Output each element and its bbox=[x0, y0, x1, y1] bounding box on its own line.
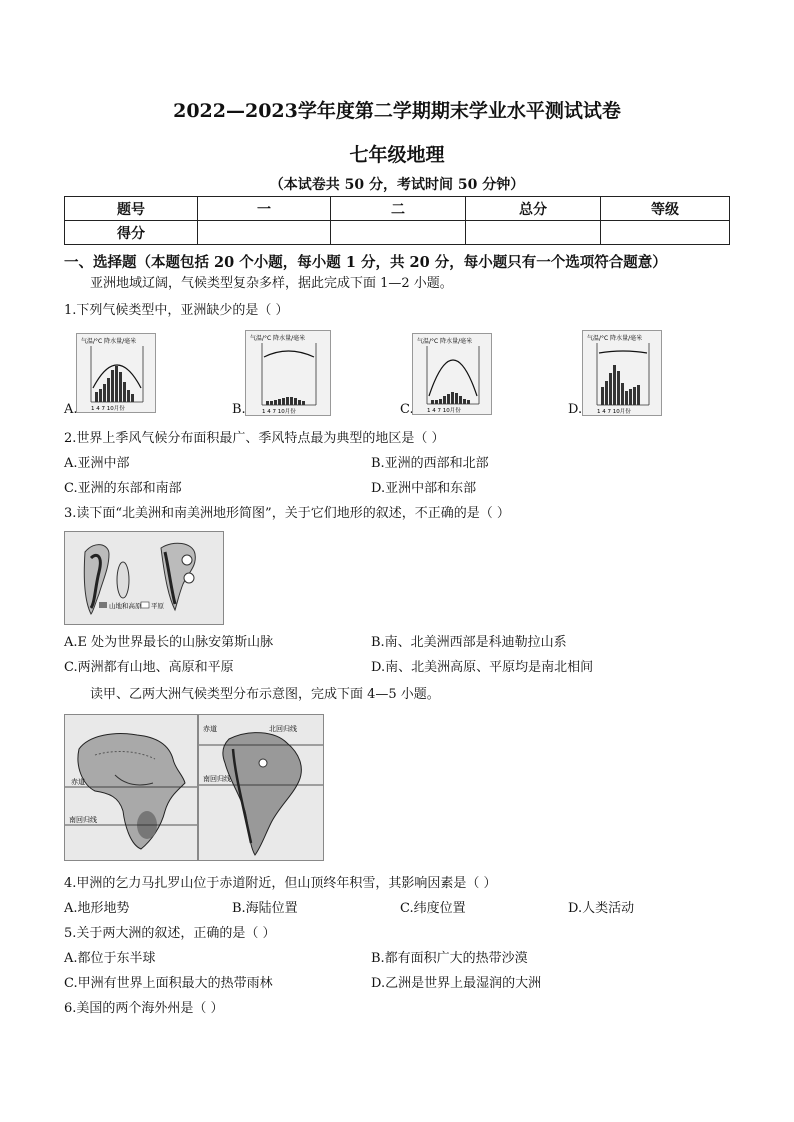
option-a[interactable]: A.E 处为世界最长的山脉安第斯山脉 bbox=[64, 635, 274, 650]
intro-text: 亚洲地域辽阔，气候类型复杂多样，据此完成下面 1—2 小题。 bbox=[90, 276, 453, 291]
option-a[interactable]: A.都位于东半球 bbox=[64, 951, 156, 966]
option-label[interactable]: C. bbox=[400, 402, 414, 417]
legend-plain: 平原 bbox=[151, 602, 164, 610]
legend-mountain: 山地和高原 bbox=[109, 602, 142, 610]
question-stem: 3.读下面“北美洲和南美洲地形简图”，关于它们地形的叙述，不正确的是（ ） bbox=[64, 506, 510, 521]
option-a[interactable]: A.地形地势 bbox=[64, 901, 130, 916]
option-d[interactable]: D.人类活动 bbox=[568, 901, 635, 916]
map-label-equator: 赤道 bbox=[71, 778, 85, 786]
chart-xaxis: 1 4 7 10月份 bbox=[91, 406, 125, 412]
africa-climate-map bbox=[64, 714, 198, 861]
score-cell: 一 bbox=[198, 197, 331, 221]
question-stem: 4.甲洲的乞力马扎罗山位于赤道附近，但山顶终年积雪，其影响因素是（ ） bbox=[64, 876, 497, 891]
climate-chart-c bbox=[412, 333, 492, 415]
chart-xaxis: 1 4 7 10月份 bbox=[427, 408, 461, 414]
score-cell: 题号 bbox=[65, 197, 198, 221]
question-stem: 6.美国的两个海外州是（ ） bbox=[64, 1001, 224, 1016]
score-input-cell[interactable] bbox=[466, 221, 601, 245]
exam-title: 2022—2023学年度第二学期期末学业水平测试试卷 bbox=[173, 100, 621, 122]
chart-header: 气温/°C 降水量/毫米 bbox=[81, 338, 137, 345]
option-label[interactable]: D. bbox=[568, 402, 583, 417]
score-cell: 二 bbox=[331, 197, 466, 221]
americas-terrain-map bbox=[64, 531, 224, 625]
option-c[interactable]: C.甲洲有世界上面积最大的热带雨林 bbox=[64, 976, 273, 991]
option-c[interactable]: C.纬度位置 bbox=[400, 901, 466, 916]
chart-xaxis: 1 4 7 10月份 bbox=[262, 409, 296, 415]
option-d[interactable]: D.乙洲是世界上最湿润的大洲 bbox=[371, 976, 542, 991]
option-a[interactable]: A.亚洲中部 bbox=[64, 456, 130, 471]
option-b[interactable]: B.都有面积广大的热带沙漠 bbox=[371, 951, 528, 966]
chart-header: 气温/°C 降水量/毫米 bbox=[250, 335, 306, 342]
score-table bbox=[64, 196, 730, 245]
chart-header: 气温/°C 降水量/毫米 bbox=[587, 335, 643, 342]
score-cell: 得分 bbox=[65, 221, 198, 245]
score-input-cell[interactable] bbox=[601, 221, 730, 245]
score-cell: 等级 bbox=[601, 197, 730, 221]
question-stem: 2.世界上季风气候分布面积最广、季风特点最为典型的地区是（ ） bbox=[64, 431, 445, 446]
option-c[interactable]: C.亚洲的东部和南部 bbox=[64, 481, 182, 496]
climate-chart-b bbox=[245, 330, 331, 416]
option-d[interactable]: D.亚洲中部和东部 bbox=[371, 481, 477, 496]
option-b[interactable]: B.南、北美洲西部是科迪勒拉山系 bbox=[371, 635, 567, 650]
question-stem: 1.下列气候类型中，亚洲缺少的是（ ） bbox=[64, 303, 289, 318]
samerica-climate-map bbox=[198, 714, 324, 861]
map-label-tropic-capricorn: 南回归线 bbox=[69, 816, 97, 824]
score-input-cell[interactable] bbox=[198, 221, 331, 245]
score-table-header-row bbox=[65, 197, 730, 221]
question-stem: 5.关于两大洲的叙述，正确的是（ ） bbox=[64, 926, 276, 941]
exam-note: （本试卷共 50 分，考试时间 50 分钟） bbox=[269, 177, 525, 193]
option-label[interactable]: A. bbox=[64, 402, 78, 417]
exam-subject: 七年级地理 bbox=[349, 144, 445, 166]
climate-chart-a bbox=[76, 333, 156, 413]
section-heading: 一、选择题（本题包括 20 个小题，每小题 1 分，共 20 分，每小题只有一个选项符合题意） bbox=[64, 254, 667, 271]
option-c[interactable]: C.两洲都有山地、高原和平原 bbox=[64, 660, 234, 675]
option-b[interactable]: B.亚洲的西部和北部 bbox=[371, 456, 489, 471]
option-label[interactable]: B. bbox=[232, 402, 246, 417]
score-cell: 总分 bbox=[466, 197, 601, 221]
climate-chart-d bbox=[582, 330, 662, 416]
chart-header: 气温/°C 降水量/毫米 bbox=[417, 338, 473, 345]
map-label-tropic-cancer: 北回归线 bbox=[269, 725, 297, 733]
chart-xaxis: 1 4 7 10月份 bbox=[597, 409, 631, 415]
option-d[interactable]: D.南、北美洲高原、平原均是南北相间 bbox=[371, 660, 594, 675]
map-label-tropic-capricorn: 南回归线 bbox=[203, 775, 231, 783]
score-table-score-row bbox=[65, 221, 730, 245]
score-input-cell[interactable] bbox=[331, 221, 466, 245]
option-b[interactable]: B.海陆位置 bbox=[232, 901, 298, 916]
map-label-equator: 赤道 bbox=[203, 725, 217, 733]
intro-text: 读甲、乙两大洲气候类型分布示意图，完成下面 4—5 小题。 bbox=[90, 687, 440, 702]
